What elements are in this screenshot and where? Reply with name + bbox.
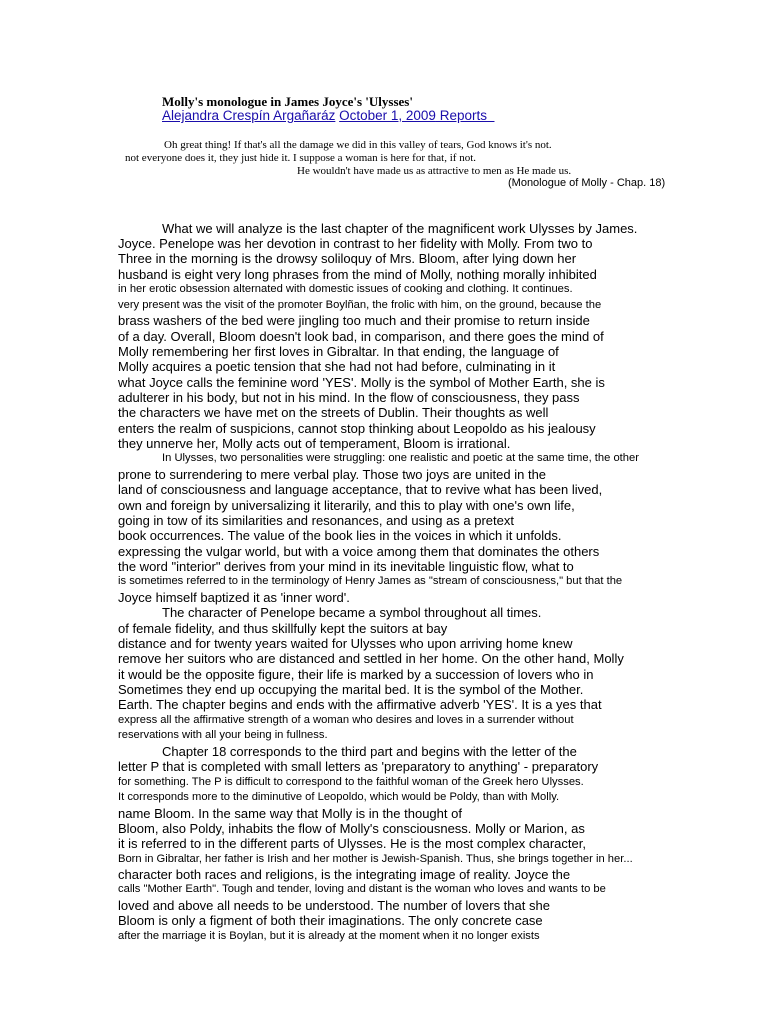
- body-line: Joyce himself baptized it as 'inner word'.: [118, 590, 350, 605]
- body-line: the word "interior" derives from your mind in its inevitable linguistic flow, what to: [118, 559, 574, 574]
- body-line: distance and for twenty years waited for Ulysses who upon arriving home knew: [118, 636, 573, 651]
- body-line: name Bloom. In the same way that Molly is in the thought of: [118, 806, 462, 821]
- body-line: It corresponds more to the diminutive of Leopoldo, which would be Poldy, than with Molly.: [118, 791, 560, 803]
- body-line: express all the affirmative strength of a woman who desires and loves in a surrender without: [118, 714, 574, 726]
- body-line: Bloom is only a figment of both their imaginations. The only concrete case: [118, 913, 543, 928]
- body-line: enters the realm of suspicions, cannot stop thinking about Leopoldo as his jealousy: [118, 421, 596, 436]
- body-line: Three in the morning is the drowsy soliloquy of Mrs. Bloom, after lying down her: [118, 251, 577, 266]
- body-line: letter P that is completed with small letters as 'preparatory to anything' - preparatory: [118, 759, 599, 774]
- body-line: husband is eight very long phrases from the mind of Molly, nothing morally inhibited: [118, 267, 597, 282]
- body-line: prone to surrendering to mere verbal play. Those two joys are united in the: [118, 467, 547, 482]
- byline: [162, 108, 494, 123]
- body-line: brass washers of the bed were jingling too much and their promise to return inside: [118, 313, 590, 328]
- epigraph-line: Oh great thing! If that's all the damage we did in this valley of tears, God knows it's not.: [164, 139, 552, 151]
- body-line: of a day. Overall, Bloom doesn't look bad, in comparison, and there goes the mind of: [118, 329, 604, 344]
- body-line: expressing the vulgar world, but with a voice among them that dominates the others: [118, 544, 600, 559]
- body-line: adulterer in his body, but not in his mind. In the flow of consciousness, they pass: [118, 390, 580, 405]
- body-line: land of consciousness and language acceptance, that to revive what has been lived,: [118, 482, 603, 497]
- body-line: calls "Mother Earth". Tough and tender, loving and distant is the woman who loves and wants to be: [118, 883, 606, 895]
- body-line: in her erotic obsession alternated with domestic issues of cooking and clothing. It continues.: [118, 283, 573, 295]
- body-line: In Ulysses, two personalities were struggling: one realistic and poetic at the same time, the other: [162, 452, 639, 464]
- body-line: what Joyce calls the feminine word 'YES'. Molly is the symbol of Mother Earth, she is: [118, 375, 605, 390]
- body-line: the characters we have met on the streets of Dublin. Their thoughts as well: [118, 405, 549, 420]
- date-link[interactable]: October 1, 2009: [339, 108, 436, 123]
- body-line: after the marriage it is Boylan, but it is already at the moment when it no longer exists: [118, 930, 540, 942]
- epigraph-line: He wouldn't have made us as attractive to men as He made us.: [297, 165, 572, 177]
- body-line: Bloom, also Poldy, inhabits the flow of Molly's consciousness. Molly or Marion, as: [118, 821, 585, 836]
- body-line: it would be the opposite figure, their life is marked by a succession of lovers who in: [118, 667, 594, 682]
- body-line: Molly acquires a poetic tension that she had not had before, culminating in it: [118, 359, 556, 374]
- body-line: Born in Gibraltar, her father is Irish and her mother is Jewish-Spanish. Thus, she brings together in her...: [118, 853, 633, 865]
- body-line: Molly remembering her first loves in Gibraltar. In that ending, the language of: [118, 344, 559, 359]
- body-line: What we will analyze is the last chapter of the magnificent work Ulysses by James.: [162, 221, 638, 236]
- body-line: is sometimes referred to in the terminology of Henry James as "stream of consciousness," but that the: [118, 575, 623, 587]
- body-line: of female fidelity, and thus skillfully kept the suitors at bay: [118, 621, 448, 636]
- category-link[interactable]: Reports: [435, 108, 495, 123]
- body-line: Chapter 18 corresponds to the third part and begins with the letter of the: [162, 744, 577, 759]
- body-line: book occurrences. The value of the book lies in the voices in which it unfolds.: [118, 528, 562, 543]
- body-line: for something. The P is difficult to correspond to the faithful woman of the Greek hero Ulysses.: [118, 776, 584, 788]
- body-line: Earth. The chapter begins and ends with the affirmative adverb 'YES'. It is a yes that: [118, 697, 602, 712]
- body-line: it is referred to in the different parts of Ulysses. He is the most complex character,: [118, 836, 586, 851]
- body-line: character both races and religions, is the integrating image of reality. Joyce the: [118, 867, 571, 882]
- body-line: they unnerve her, Molly acts out of temperament, Bloom is irrational.: [118, 436, 511, 451]
- body-line: reservations with all your being in fullness.: [118, 729, 328, 741]
- article-title: Molly's monologue in James Joyce's 'Ulysses': [162, 94, 413, 109]
- author-link[interactable]: Alejandra Crespín Argañaráz: [162, 108, 336, 123]
- body-line: going in tow of its similarities and resonances, and using as a pretext: [118, 513, 514, 528]
- body-line: Sometimes they end up occupying the marital bed. It is the symbol of the Mother.: [118, 682, 584, 697]
- body-line: Joyce. Penelope was her devotion in contrast to her fidelity with Molly. From two to: [118, 236, 593, 251]
- body-line: remove her suitors who are distanced and settled in her home. On the other hand, Molly: [118, 651, 624, 666]
- body-line: loved and above all needs to be understood. The number of lovers that she: [118, 898, 550, 913]
- body-line: The character of Penelope became a symbol throughout all times.: [162, 605, 542, 620]
- epigraph-source: (Monologue of Molly - Chap. 18): [508, 177, 666, 189]
- body-line: own and foreign by universalizing it literarily, and this to play with one's own life,: [118, 498, 575, 513]
- epigraph-line: not everyone does it, they just hide it. I suppose a woman is here for that, if not.: [125, 152, 477, 164]
- body-line: very present was the visit of the promoter Boylñan, the frolic with him, on the ground, because the: [118, 299, 602, 311]
